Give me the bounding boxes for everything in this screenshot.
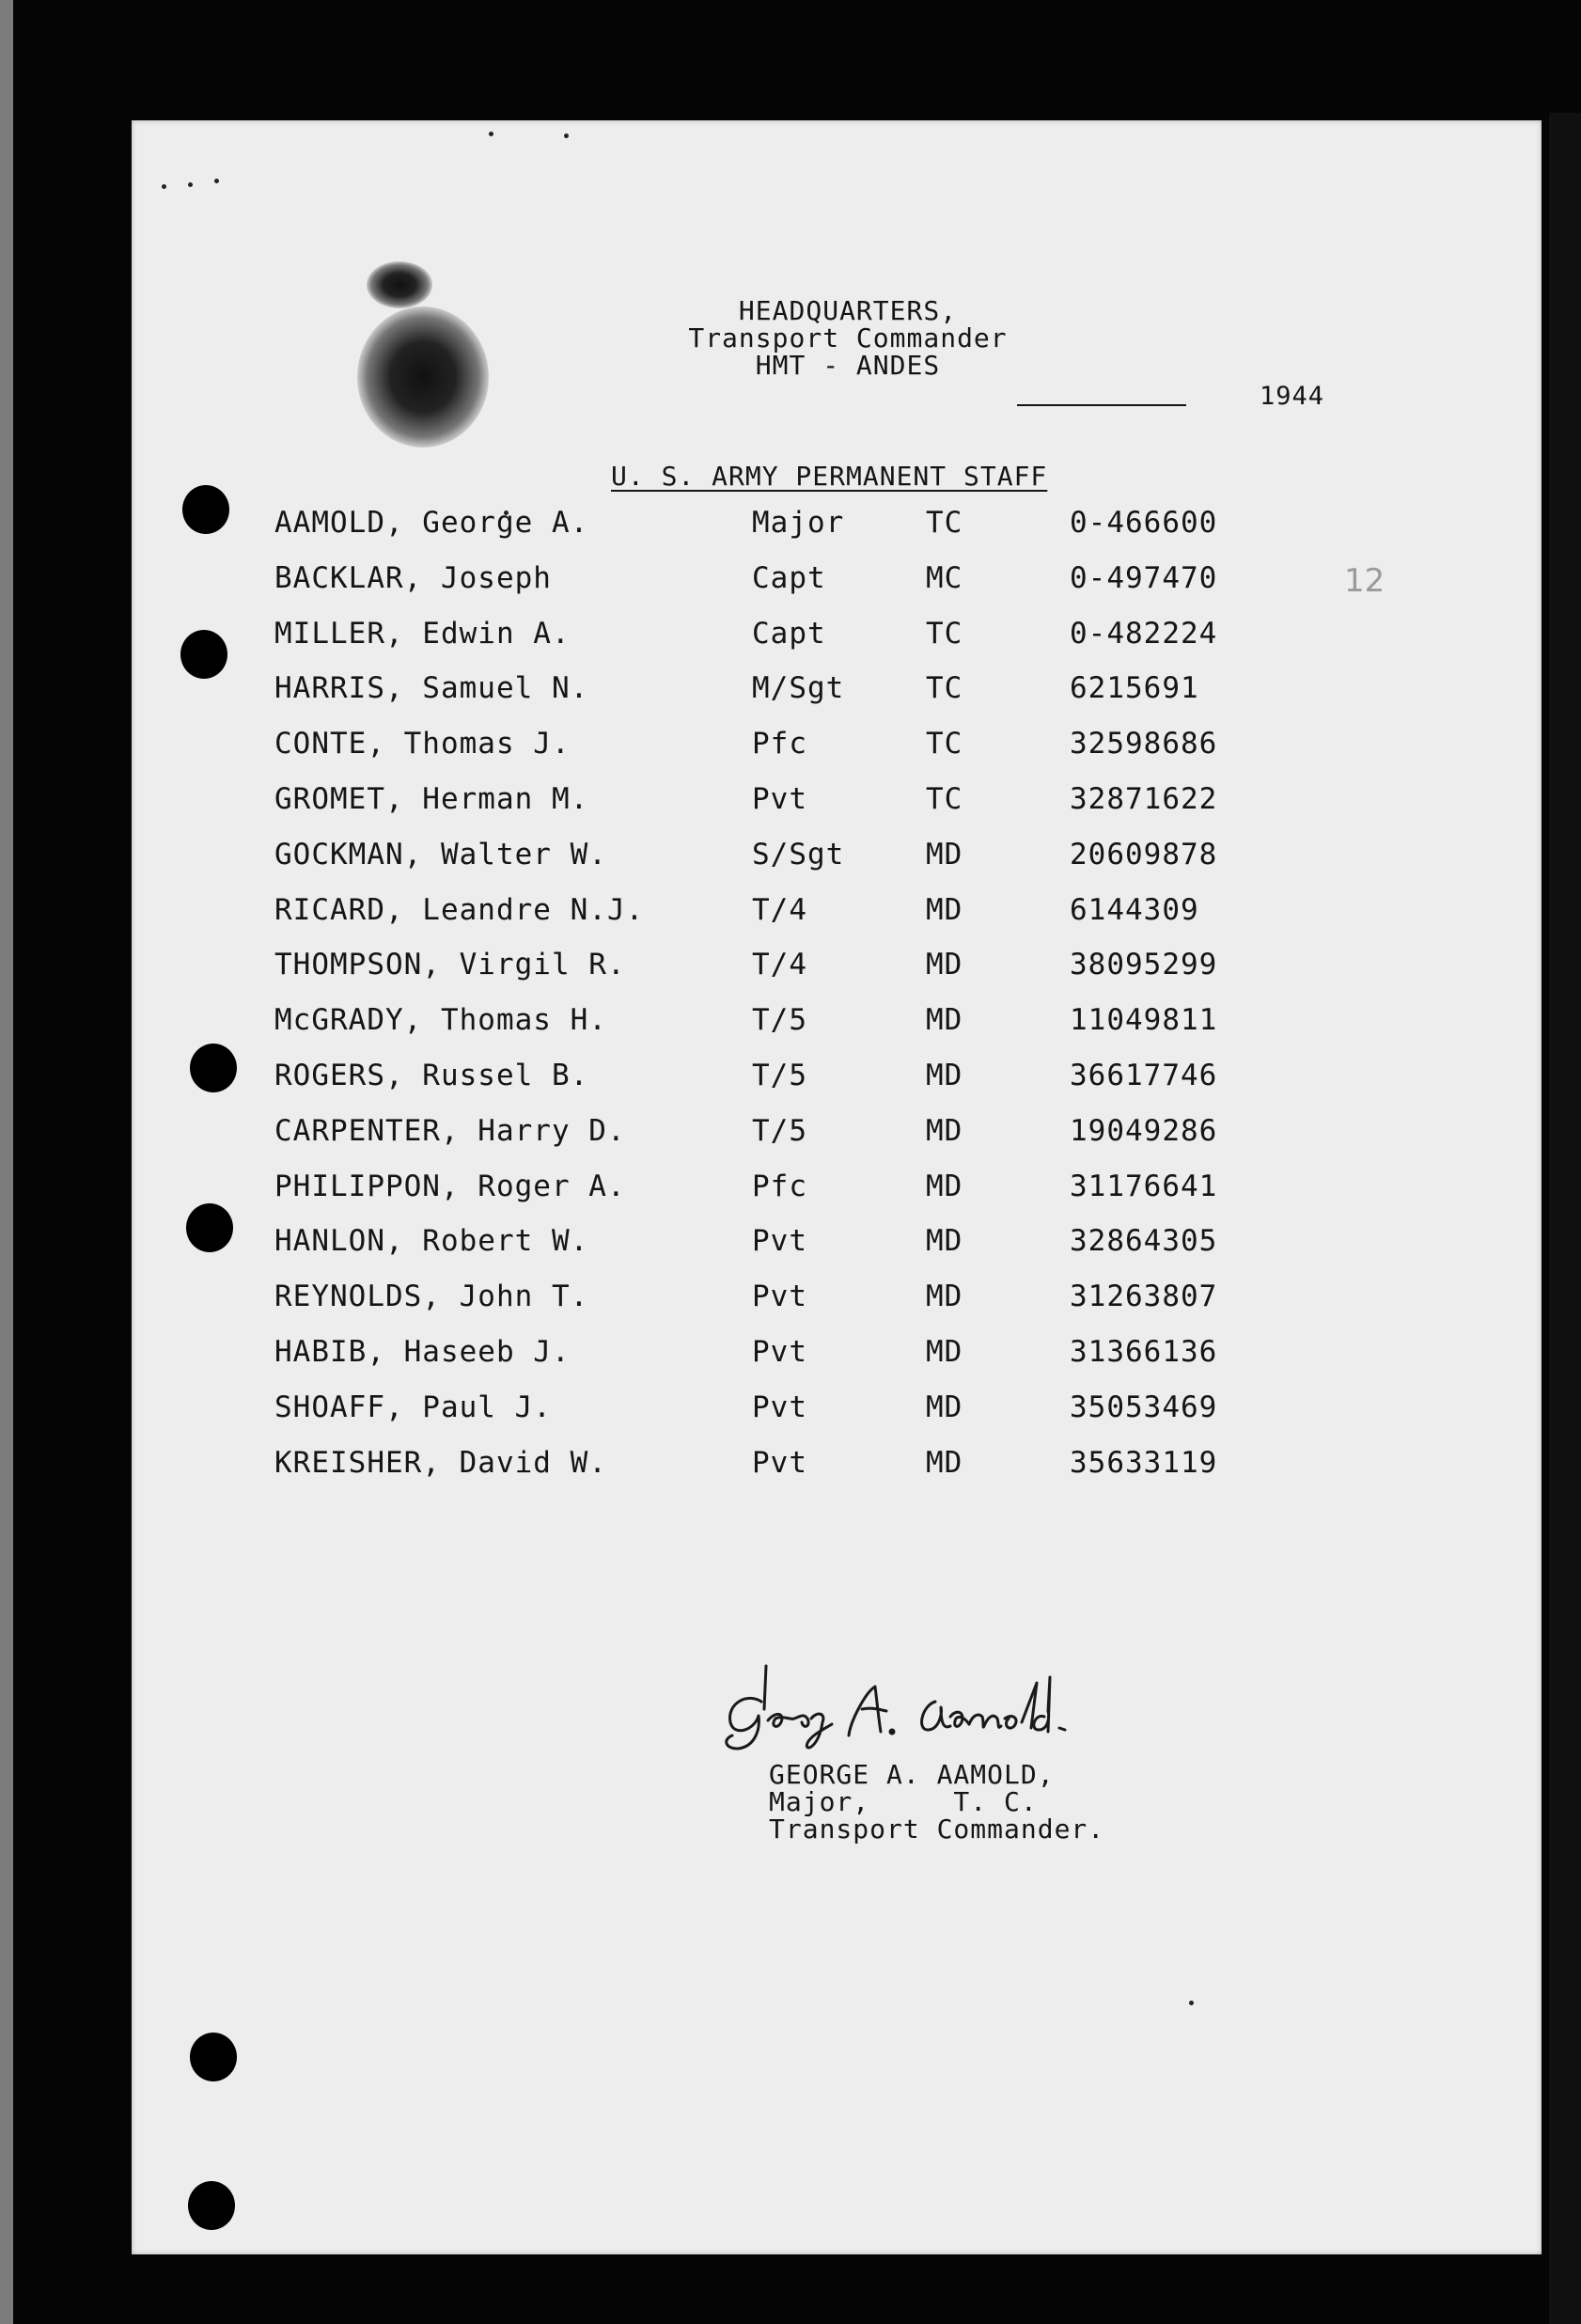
roster-branch: MD bbox=[926, 1280, 963, 1314]
roster-branch: TC bbox=[926, 616, 963, 651]
document-header bbox=[132, 297, 1542, 379]
roster-branch: MC bbox=[926, 560, 963, 595]
roster-name: HARRIS, Samuel N. bbox=[274, 671, 589, 706]
roster-rank: Pvt bbox=[752, 1334, 807, 1369]
roster-branch: TC bbox=[926, 506, 963, 540]
punch-hole bbox=[188, 2181, 235, 2230]
roster-serial: 19049286 bbox=[1070, 1113, 1218, 1148]
roster-name: GROMET, Herman M. bbox=[274, 781, 589, 816]
roster-serial: 0-482224 bbox=[1070, 616, 1218, 651]
roster-serial: 0-466600 bbox=[1070, 506, 1218, 540]
roster-rank: M/Sgt bbox=[752, 671, 845, 706]
roster-rank: T/4 bbox=[752, 948, 807, 982]
roster-serial: 32864305 bbox=[1070, 1224, 1218, 1259]
roster-rank: Pvt bbox=[752, 1280, 807, 1314]
roster-name: CONTE, Thomas J. bbox=[274, 727, 571, 762]
roster-serial: 36617746 bbox=[1070, 1058, 1218, 1092]
roster-name: HABIB, Haseeb J. bbox=[274, 1334, 571, 1369]
roster-row bbox=[132, 1446, 1542, 1501]
roster-serial: 35053469 bbox=[1070, 1390, 1218, 1424]
roster-name: PHILIPPON, Roger A. bbox=[274, 1169, 626, 1203]
roster-row bbox=[132, 617, 1542, 672]
roster-rank: Capt bbox=[752, 616, 826, 651]
roster-row bbox=[132, 1390, 1542, 1446]
roster-serial: 31176641 bbox=[1070, 1169, 1218, 1203]
handwritten-signature bbox=[710, 1664, 1142, 1758]
roster-row bbox=[132, 1003, 1542, 1059]
roster-branch: TC bbox=[926, 671, 963, 706]
roster-serial: 11049811 bbox=[1070, 1003, 1218, 1038]
roster-rank: Pvt bbox=[752, 781, 807, 816]
header-ship-name: HMT - ANDES bbox=[755, 350, 941, 381]
roster-serial: 35633119 bbox=[1070, 1445, 1218, 1480]
roster-serial: 0-497470 bbox=[1070, 560, 1218, 595]
roster-row bbox=[132, 1114, 1542, 1170]
ink-speck bbox=[1189, 2001, 1194, 2005]
date-year: 1944 bbox=[1260, 382, 1325, 411]
roster-branch: MD bbox=[926, 1058, 963, 1092]
signature-block bbox=[769, 1761, 1104, 1843]
roster-row bbox=[132, 1059, 1542, 1114]
scanner-left-border bbox=[0, 0, 13, 2324]
ink-speck bbox=[564, 133, 569, 138]
ink-speck bbox=[214, 179, 219, 183]
roster-row bbox=[132, 838, 1542, 893]
scanner-right-border bbox=[1549, 113, 1581, 2324]
punch-hole bbox=[190, 2033, 237, 2081]
roster-rank: S/Sgt bbox=[752, 837, 845, 872]
roster-branch: MD bbox=[926, 1113, 963, 1148]
roster-name: MILLER, Edwin A. bbox=[274, 616, 571, 651]
roster-rank: Pvt bbox=[752, 1224, 807, 1259]
roster-name: KREISHER, David W. bbox=[274, 1445, 607, 1480]
roster-serial: 6144309 bbox=[1070, 892, 1199, 927]
roster-row bbox=[132, 1170, 1542, 1225]
roster-branch: MD bbox=[926, 1390, 963, 1424]
roster-name: AAMOLD, George A. bbox=[274, 506, 589, 540]
document-page bbox=[132, 120, 1542, 2254]
roster-serial: 38095299 bbox=[1070, 948, 1218, 982]
roster-rank: T/5 bbox=[752, 1058, 807, 1092]
roster-row bbox=[132, 948, 1542, 1003]
roster-branch: MD bbox=[926, 1224, 963, 1259]
roster-row bbox=[132, 671, 1542, 727]
roster-serial: 20609878 bbox=[1070, 837, 1218, 872]
roster-name: CARPENTER, Harry D. bbox=[274, 1113, 626, 1148]
header-headquarters: HEADQUARTERS, bbox=[738, 295, 958, 326]
roster-row bbox=[132, 893, 1542, 949]
roster-row bbox=[132, 727, 1542, 782]
roster-name: GOCKMAN, Walter W. bbox=[274, 837, 607, 872]
roster-branch: MD bbox=[926, 1003, 963, 1038]
roster-branch: MD bbox=[926, 1334, 963, 1369]
page-number: 12 bbox=[1344, 562, 1385, 600]
header-transport-commander: Transport Commander bbox=[688, 322, 1008, 353]
roster-rank: Capt bbox=[752, 560, 826, 595]
roster-rank: Pfc bbox=[752, 727, 807, 762]
roster-row bbox=[132, 782, 1542, 838]
roster-name: ROGERS, Russel B. bbox=[274, 1058, 589, 1092]
roster-rank: T/5 bbox=[752, 1113, 807, 1148]
roster-branch: MD bbox=[926, 892, 963, 927]
roster-branch: TC bbox=[926, 781, 963, 816]
roster-rank: Major bbox=[752, 506, 845, 540]
roster-rank: T/5 bbox=[752, 1003, 807, 1038]
roster-rank: T/4 bbox=[752, 892, 807, 927]
signatory-name: GEORGE A. AAMOLD, bbox=[769, 1759, 1055, 1790]
roster-row bbox=[132, 561, 1542, 617]
roster-branch: MD bbox=[926, 837, 963, 872]
roster-row bbox=[132, 506, 1542, 561]
roster-serial: 31366136 bbox=[1070, 1334, 1218, 1369]
ink-speck bbox=[188, 182, 193, 187]
date-blank-line bbox=[1017, 404, 1186, 406]
signatory-rank: Major, T. C. bbox=[769, 1786, 1038, 1817]
ink-speck bbox=[162, 184, 166, 189]
ink-speck bbox=[489, 132, 493, 136]
roster-rank: Pfc bbox=[752, 1169, 807, 1203]
roster-branch: MD bbox=[926, 1445, 963, 1480]
roster-name: McGRADY, Thomas H. bbox=[274, 1003, 607, 1038]
roster-rank: Pvt bbox=[752, 1445, 807, 1480]
roster-serial: 6215691 bbox=[1070, 671, 1199, 706]
roster-name: RICARD, Leandre N.J. bbox=[274, 892, 645, 927]
roster-rank: Pvt bbox=[752, 1390, 807, 1424]
roster-row bbox=[132, 1280, 1542, 1335]
roster-name: REYNOLDS, John T. bbox=[274, 1280, 589, 1314]
roster-serial: 31263807 bbox=[1070, 1280, 1218, 1314]
roster-name: SHOAFF, Paul J. bbox=[274, 1390, 552, 1424]
roster-serial: 32871622 bbox=[1070, 781, 1218, 816]
roster-name: HANLON, Robert W. bbox=[274, 1224, 589, 1259]
roster-row bbox=[132, 1335, 1542, 1390]
roster-branch: MD bbox=[926, 948, 963, 982]
signatory-title: Transport Commander. bbox=[769, 1814, 1105, 1845]
staff-roster bbox=[132, 506, 1542, 1500]
roster-name: THOMPSON, Virgil R. bbox=[274, 948, 626, 982]
roster-name: BACKLAR, Joseph bbox=[274, 560, 552, 595]
roster-branch: MD bbox=[926, 1169, 963, 1203]
roster-branch: TC bbox=[926, 727, 963, 762]
roster-row bbox=[132, 1224, 1542, 1280]
roster-serial: 32598686 bbox=[1070, 727, 1218, 762]
staff-list-title: U. S. ARMY PERMANENT STAFF bbox=[611, 461, 1048, 492]
